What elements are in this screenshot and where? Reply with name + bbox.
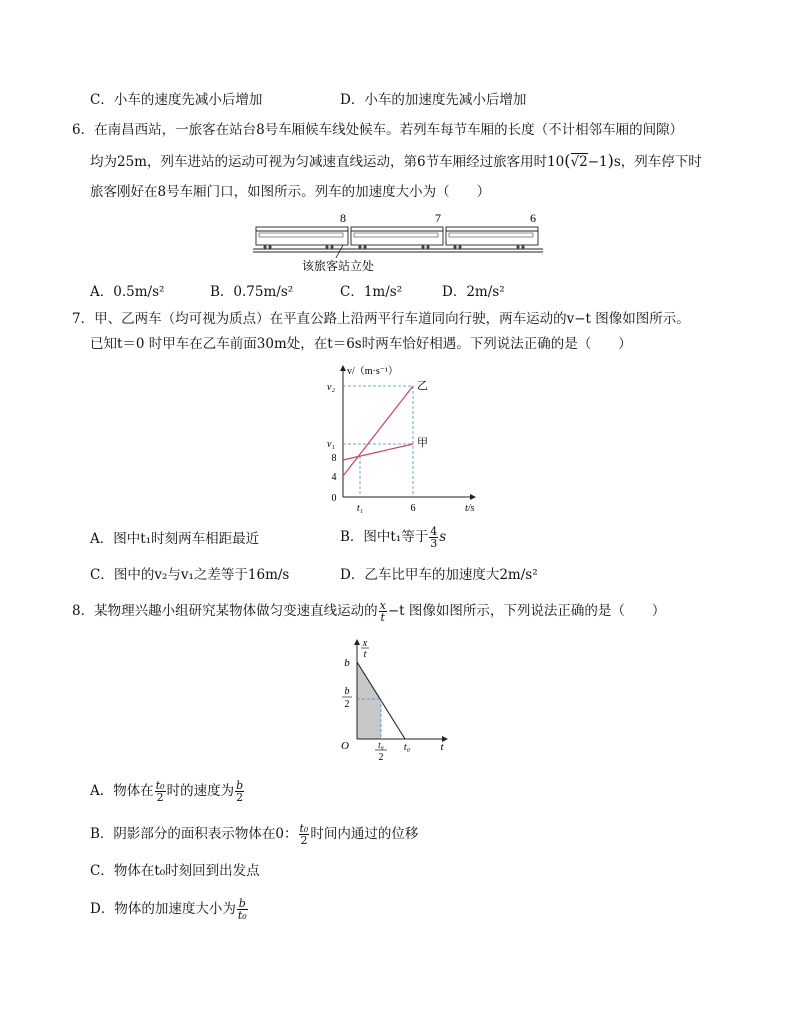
q7-option-b-unit: s <box>439 529 447 545</box>
q8-x-axis-label: t <box>440 741 444 753</box>
q8-tick-b-half-den: 2 <box>344 699 350 710</box>
q8-y-den: t <box>363 649 367 660</box>
q6-option-a: A．0.5m/s² <box>90 284 165 300</box>
q8-option-a <box>90 780 245 803</box>
car-label-6: 6 <box>530 211 536 225</box>
label-jia: 甲 <box>417 437 428 449</box>
tick-0: 0 <box>331 493 337 504</box>
q8-xt-t-graph <box>335 634 455 764</box>
q6-train-figure <box>253 210 543 276</box>
q8-option-d <box>90 898 249 921</box>
q8-option-b-fden: 2 <box>300 834 308 847</box>
q7-option-d: D．乙车比甲车的加速度大2m/s² <box>340 567 538 583</box>
line-jia <box>343 444 413 460</box>
q6-stem-line2-a: 均为25m，列车进站的运动可视为匀减速直线运动，第6节车厢经过旅客用时10 <box>90 154 565 170</box>
tick-t1: t₁ <box>356 503 364 514</box>
q5-option-c: C．小车的速度先减小后增加 <box>90 92 263 108</box>
q7-option-b-den: 3 <box>430 537 438 550</box>
line-yi <box>343 386 413 476</box>
q8-stem-a: 8．某物理兴趣小组研究某物体做匀变速直线运动的 <box>72 603 378 619</box>
q8-stem-frac-den: t <box>380 611 385 624</box>
q6-option-b: B．0.75m/s² <box>210 284 294 300</box>
q6-stem-line2-b: s，列车停下时 <box>613 154 702 170</box>
q7-option-b <box>340 526 446 549</box>
q7-option-c: C．图中的v₂与v₁之差等于16m/s <box>90 567 290 583</box>
q7-x-axis-label: t/s <box>465 503 475 514</box>
q6-stem-line1: 6．在南昌西站，一旅客在站台8号车厢候车线处候车。若列车每节车厢的长度（不计相邻车厢的间隙） <box>72 122 684 138</box>
q8-option-a-vden: 2 <box>236 791 244 804</box>
q8-tick-t0-half-den: 2 <box>378 752 384 763</box>
q8-option-d-fden: t₀ <box>237 909 247 922</box>
tick-4: 4 <box>331 472 337 483</box>
q8-origin: O <box>341 740 349 752</box>
q6-option-c: C．1m/s² <box>340 284 403 300</box>
q6-stem-line2: 均为25m，列车进站的运动可视为匀减速直线运动，第6节车厢经过旅客用时10(√2−1)s，列车停下时 <box>90 151 702 170</box>
q8-option-a-vnum: b <box>236 779 244 792</box>
q7-option-b-text: B．图中t₁等于 <box>340 529 429 545</box>
tick-8: 8 <box>331 453 337 464</box>
label-yi: 乙 <box>417 380 428 392</box>
q8-option-a-fnum: t₀ <box>155 779 165 792</box>
car-label-7: 7 <box>435 211 441 225</box>
q8-tick-t0: t₀ <box>403 742 411 753</box>
q8-option-a-text1: A．物体在 <box>90 783 154 799</box>
q8-tick-t0-half-num: t₀ <box>378 740 384 750</box>
q8-stem-frac-num: x <box>379 599 386 612</box>
q8-tick-b: b <box>344 657 350 669</box>
q8-option-d-text: D．物体的加速度大小为 <box>90 901 236 917</box>
q7-y-axis-label: v/（m·s⁻¹） <box>347 366 399 377</box>
tick-v2: v₂ <box>327 382 335 393</box>
car-label-8: 8 <box>340 211 346 225</box>
q8-option-a-text2: 时的速度为 <box>166 783 235 799</box>
q7-vt-graph <box>325 362 485 517</box>
q8-y-num: x <box>362 638 368 649</box>
tick-6: 6 <box>410 503 416 514</box>
tick-v1: v₁ <box>327 439 335 450</box>
q6-option-d: D．2m/s² <box>442 284 505 300</box>
q7-stem-line2: 已知t＝0 时甲车在乙车前面30m处，在t＝6s时两车恰好相遇。下列说法正确的是（ ） <box>90 336 632 352</box>
q6-stem-line3: 旅客刚好在8号车厢门口，如图所示。列车的加速度大小为（ ） <box>90 184 491 200</box>
q8-option-c: C．物体在t₀时刻回到出发点 <box>90 863 260 879</box>
q8-option-d-fnum: b <box>238 897 246 910</box>
q8-stem-line1 <box>72 600 665 623</box>
q8-option-b <box>90 823 418 846</box>
q8-option-b-fnum: t₀ <box>299 822 309 835</box>
q8-option-a-fden: 2 <box>156 791 164 804</box>
q8-option-b-text2: 时间内通过的位移 <box>310 826 419 842</box>
q8-option-b-text1: B．阴影部分的面积表示物体在0： <box>90 826 298 842</box>
q7-option-b-num: 4 <box>430 525 438 538</box>
q6-caption: 该旅客站立处 <box>301 259 375 273</box>
q7-stem-line1: 7．甲、乙两车（均可视为质点）在平直公路上沿两平行车道同向行驶，两车运动的v−t 图像如图所示。 <box>72 311 690 327</box>
q5-option-d: D．小车的加速度先减小后增加 <box>340 92 527 108</box>
q8-stem-b: −t 图像如图所示，下列说法正确的是（ ） <box>387 603 666 619</box>
q8-tick-b-half-num: b <box>344 686 350 697</box>
q7-option-a: A．图中t₁时刻两车相距最近 <box>90 531 260 547</box>
